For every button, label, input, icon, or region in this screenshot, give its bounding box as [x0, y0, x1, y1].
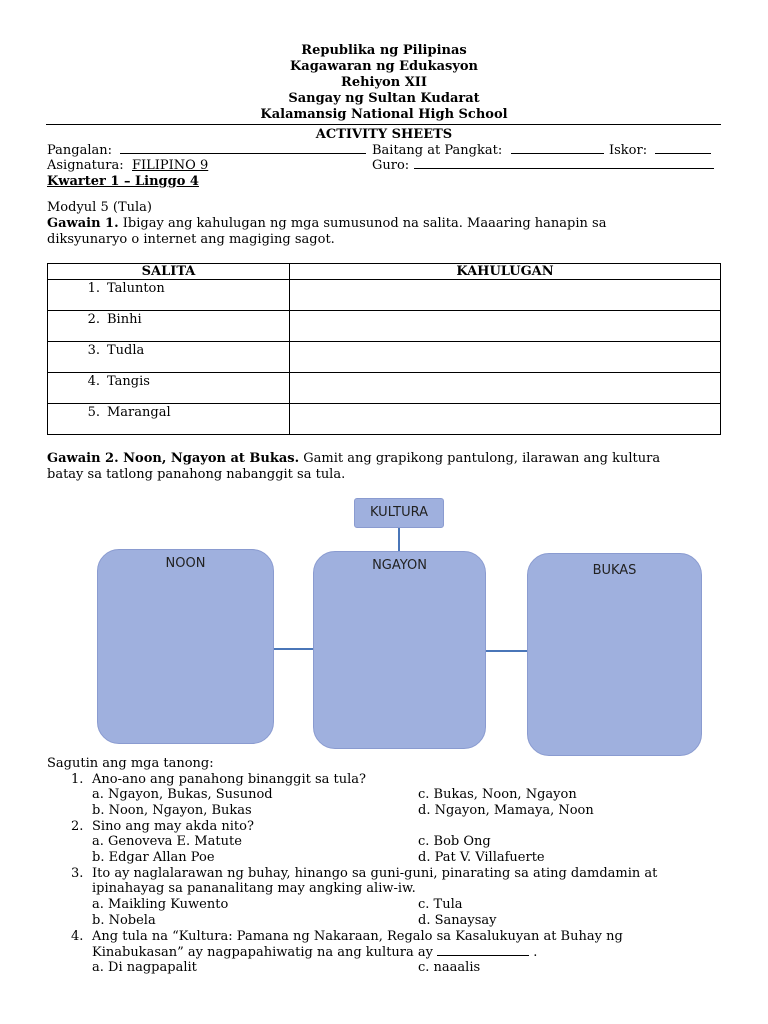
table-row: [48, 404, 721, 435]
column-header-salita: SALITA: [48, 264, 290, 280]
kultura-box: KULTURA: [354, 498, 444, 528]
vocabulary-table: [47, 263, 721, 435]
connector-vertical: [398, 526, 400, 552]
name-field-label: Pangalan:: [47, 143, 113, 158]
header-department: Kagawaran ng Edukasyon: [289, 59, 479, 74]
table-row: [48, 373, 721, 404]
option-c[interactable]: c. naaalis: [418, 960, 481, 975]
question-text-continued: [92, 944, 537, 960]
option-a[interactable]: a. Ngayon, Bukas, Susunod: [92, 787, 273, 802]
gawain2-text2: batay sa tatlong panahong nabanggit sa tula.: [47, 467, 346, 482]
gawain1-text1: Ibigay ang kahulugan ng mga sumusunod na salita. Maaaring hanapin sa: [122, 216, 607, 231]
table-row: [48, 342, 721, 373]
option-a[interactable]: a. Di nagpapalit: [92, 960, 197, 975]
table-cell-word: [48, 373, 290, 404]
option-d[interactable]: d. Pat V. Villafuerte: [418, 850, 545, 865]
option-c[interactable]: c. Bukas, Noon, Ngayon: [418, 787, 577, 802]
gawain2-title: Gawain 2. Noon, Ngayon at Bukas.: [47, 451, 300, 466]
score-field[interactable]: [655, 142, 711, 154]
answer-cell[interactable]: [290, 373, 721, 404]
option-a[interactable]: a. Maikling Kuwento: [92, 897, 229, 912]
table-cell-word: [48, 404, 290, 435]
question-number: 3.: [71, 866, 84, 881]
answer-blank[interactable]: [437, 944, 529, 956]
score-field-label: Iskor:: [609, 143, 648, 158]
question-text: Ano-ano ang panahong binanggit sa tula?: [92, 772, 367, 787]
module-label: Modyul 5 (Tula): [47, 200, 152, 215]
option-b[interactable]: b. Edgar Allan Poe: [92, 850, 215, 865]
table-cell-word: [48, 280, 290, 311]
row-word: Marangal: [107, 405, 171, 420]
question-number: 2.: [71, 819, 84, 834]
row-number: 3.: [87, 343, 100, 358]
row-word: Tangis: [107, 374, 150, 389]
teacher-field[interactable]: [414, 157, 714, 169]
gawain2-text1: Gamit ang grapikong pantulong, ilarawan ang kultura: [303, 451, 661, 466]
table-header-row: [48, 264, 721, 280]
grade-field-label: Baitang at Pangkat:: [372, 143, 503, 158]
table-cell-word: [48, 342, 290, 373]
header-division: Sangay ng Sultan Kudarat: [288, 91, 480, 106]
header-region: Rehiyon XII: [341, 75, 427, 90]
ngayon-label: NGAYON: [372, 558, 427, 573]
header-divider: [46, 124, 721, 125]
question-text-continued: ipinahayag sa pananalitang may angking aliw-iw.: [92, 881, 416, 896]
gawain1-line1: [47, 216, 606, 231]
connector-left: [272, 648, 314, 650]
header-republic: Republika ng Pilipinas: [301, 43, 467, 58]
option-b[interactable]: b. Nobela: [92, 913, 156, 928]
row-number: 5.: [87, 405, 100, 420]
connector-right: [484, 650, 528, 652]
bukas-label: BUKAS: [592, 563, 637, 578]
option-c[interactable]: c. Tula: [418, 897, 463, 912]
name-field[interactable]: [120, 142, 366, 154]
bukas-box[interactable]: [527, 553, 702, 756]
question-number: 4.: [71, 929, 84, 944]
option-b[interactable]: b. Noon, Ngayon, Bukas: [92, 803, 252, 818]
row-word: Binhi: [107, 312, 142, 327]
answer-cell[interactable]: [290, 311, 721, 342]
option-d[interactable]: d. Ngayon, Mamaya, Noon: [418, 803, 594, 818]
teacher-field-label: Guro:: [372, 158, 410, 173]
gawain1-title: Gawain 1.: [47, 216, 119, 231]
row-number: 2.: [87, 312, 100, 327]
noon-box[interactable]: [97, 549, 274, 744]
subject-label: Asignatura:: [47, 158, 124, 173]
row-word: Talunton: [107, 281, 165, 296]
subject-value: FILIPINO 9: [132, 158, 209, 173]
question-text: Sino ang may akda nito?: [92, 819, 254, 834]
answer-cell[interactable]: [290, 342, 721, 373]
questions-intro: Sagutin ang mga tanong:: [47, 756, 214, 771]
column-header-kahulugan: KAHULUGAN: [290, 264, 721, 280]
quarter-heading: Kwarter 1 – Linggo 4: [47, 174, 199, 189]
answer-cell[interactable]: [290, 404, 721, 435]
gawain1-text2: diksyunaryo o internet ang magiging sagot.: [47, 232, 335, 247]
page-title: ACTIVITY SHEETS: [315, 127, 453, 142]
table-row: [48, 280, 721, 311]
answer-cell[interactable]: [290, 280, 721, 311]
table-row: [48, 311, 721, 342]
option-a[interactable]: a. Genoveva E. Matute: [92, 834, 242, 849]
noon-label: NOON: [165, 556, 206, 571]
question-text-part: Kinabukasan” ay nagpapahiwatig na ang kultura ay: [92, 945, 433, 960]
option-c[interactable]: c. Bob Ong: [418, 834, 491, 849]
row-word: Tudla: [107, 343, 145, 358]
question-text-end: .: [533, 945, 538, 960]
row-number: 1.: [87, 281, 100, 296]
option-d[interactable]: d. Sanaysay: [418, 913, 497, 928]
gawain2-line1: [47, 451, 660, 466]
table-cell-word: [48, 311, 290, 342]
question-number: 1.: [71, 772, 84, 787]
grade-field[interactable]: [511, 142, 604, 154]
row-number: 4.: [87, 374, 100, 389]
ngayon-box[interactable]: [313, 551, 486, 749]
question-text: Ito ay naglalarawan ng buhay, hinango sa guni-guni, pinarating sa ating damdamin at: [92, 866, 658, 881]
header-school: Kalamansig National High School: [260, 107, 508, 122]
question-text: Ang tula na “Kultura: Pamana ng Nakaraan, Regalo sa Kasalukuyan at Buhay ng: [92, 929, 623, 944]
